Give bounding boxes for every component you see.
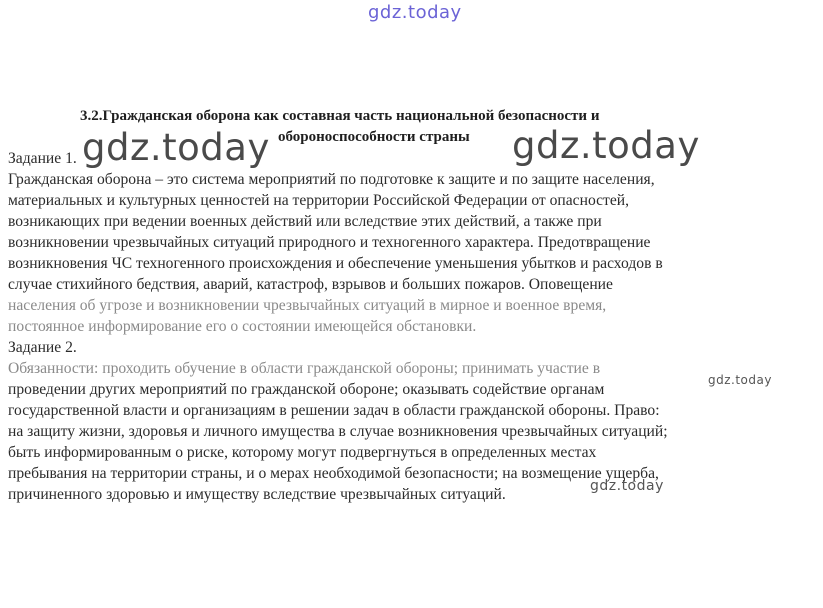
task2-line: на защиту жизни, здоровья и личного имущества в случае возникновения чрезвычайных ситуаций; — [8, 423, 668, 440]
task2-line: государственной власти и организациям в решении задач в области гражданской обороны. Право: — [8, 402, 660, 419]
task1-line: возникновении чрезвычайных ситуаций природного и техногенного характера. Предотвращение — [8, 234, 651, 251]
task1-line: постоянное информирование его о состоянии имеющейся обстановки. — [8, 318, 477, 335]
watermark-top: gdz.today — [368, 2, 462, 23]
section-heading-line-2: обороноспособности страны — [278, 129, 470, 145]
task2-line: проведении других мероприятий по гражданской обороне; оказывать содействие органам — [8, 381, 605, 398]
task2-line: причиненного здоровью и имуществу вследствие чрезвычайных ситуаций. — [8, 486, 506, 503]
watermark-small-right: gdz.today — [708, 373, 772, 387]
task1-line: возникновения ЧС техногенного происхождения и обеспечение уменьшения убытков и расходов в — [8, 255, 663, 272]
task1-line: населения об угрозе и возникновении чрезвычайных ситуаций в мирное и военное время, — [8, 297, 607, 314]
task2-label: Задание 2. — [8, 339, 77, 356]
task2-line: быть информированным о риске, которому могут подвергнуться в определенных местах — [8, 444, 597, 461]
task1-line: Гражданская оборона – это система мероприятий по подготовке к защите и по защите населения, — [8, 171, 655, 188]
section-heading-line-1: 3.2.Гражданская оборона как составная часть национальной безопасности и — [80, 108, 600, 124]
task1-line: материальных и культурных ценностей на территории Российской Федерации от опасностей, — [8, 192, 630, 209]
watermark-big-right: gdz.today — [512, 124, 700, 167]
watermark-big-left: gdz.today — [82, 126, 270, 169]
task1-line: случае стихийного бедствия, аварий, катастроф, взрывов и больших пожаров. Оповещение — [8, 276, 613, 293]
watermark-small-bottom: gdz.today — [590, 478, 664, 494]
task1-label: Задание 1. — [8, 150, 77, 167]
task2-line: Обязанности: проходить обучение в области гражданской обороны; принимать участие в — [8, 360, 601, 377]
task2-line: пребывания на территории страны, и о мерах необходимой безопасности; на возмещение ущерба, — [8, 465, 659, 482]
task1-line: возникающих при ведении военных действий или вследствие этих действий, а также при — [8, 213, 602, 230]
